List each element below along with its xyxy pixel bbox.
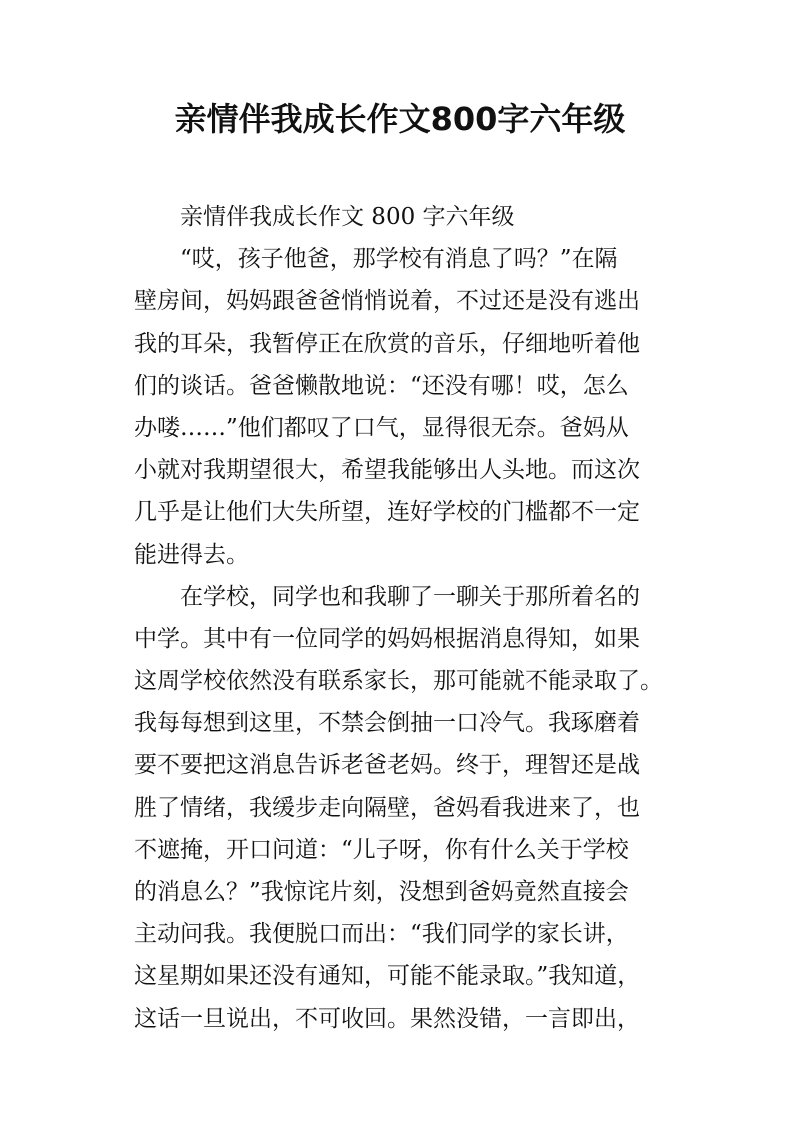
paragraph-line: 要不要把这消息告诉老爸老妈。终于，理智还是战: [134, 752, 640, 779]
paragraph-line: 能进得去。: [134, 541, 249, 568]
document-body: [134, 196, 680, 1040]
paragraph-line: 主动问我。我便脱口而出：“我们同学的家长讲，: [134, 921, 629, 948]
paragraph-line: 在学校，同学也和我聊了一聊关于那所着名的: [180, 583, 640, 610]
paragraph-line: 中学。其中有一位同学的妈妈根据消息得知，如果: [134, 625, 640, 652]
document-title: 亲情伴我成长作文800字六年级: [174, 100, 626, 138]
paragraph-line: 我每每想到这里，不禁会倒抽一口冷气。我琢磨着: [134, 710, 640, 737]
paragraph-line: 不遮掩，开口问道：“儿子呀，你有什么关于学校: [134, 836, 629, 863]
paragraph-line: 办喽……”他们都叹了口气，显得很无奈。爸妈从: [134, 414, 629, 441]
paragraph-line: 的消息么？”我惊诧片刻，没想到爸妈竟然直接会: [134, 879, 629, 905]
paragraph-line: 胜了情绪，我缓步走向隔壁，爸妈看我进来了，也: [134, 794, 640, 821]
paragraph-line: “哎，孩子他爸，那学校有消息了吗？”在隔: [180, 246, 618, 273]
paragraph-line: 这星期如果还没有通知，可能不能录取。”我知道，: [134, 963, 641, 990]
subtitle-line: 亲情伴我成长作文 800 字六年级: [180, 204, 515, 230]
paragraph-line: 们的谈话。爸爸懒散地说：“还没有哪！哎，怎么: [134, 372, 629, 399]
paragraph-line: 这周学校依然没有联系家长，那可能就不能录取了。: [134, 668, 663, 695]
paragraph-line: 壁房间，妈妈跟爸爸悄悄说着，不过还是没有逃出: [134, 288, 640, 315]
paragraph-line: 这话一旦说出，不可收回。果然没错，一言即出，: [134, 1005, 640, 1032]
paragraph-line: 我的耳朵，我暂停正在欣赏的音乐，仔细地听着他: [134, 330, 640, 357]
paragraph-line: 小就对我期望很大，希望我能够出人头地。而这次: [134, 457, 640, 484]
paragraph-line: 几乎是让他们大失所望，连好学校的门槛都不一定: [134, 499, 640, 526]
